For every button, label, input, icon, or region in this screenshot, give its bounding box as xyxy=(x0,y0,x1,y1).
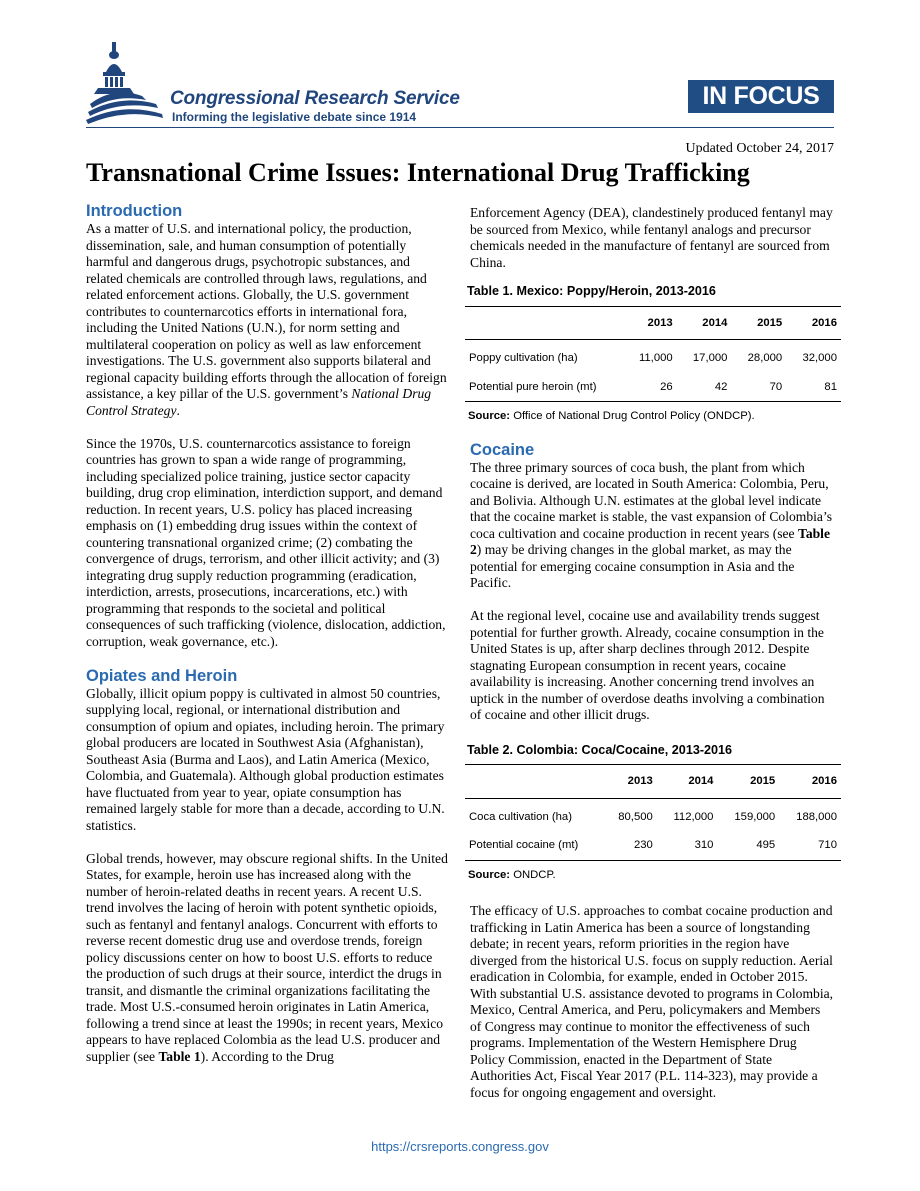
table-1-title: Table 1. Mexico: Poppy/Heroin, 2013-2016 xyxy=(467,284,716,298)
table-1-header-row xyxy=(465,306,841,340)
table-2-year: 2015 xyxy=(717,765,779,799)
table-2 xyxy=(467,742,837,884)
table-row xyxy=(465,373,841,402)
cocaine-paragraph-2: At the regional level, cocaine use and availability trends suggest potential for further growth. Already, cocaine consumption in the United States is up, after sharp declines through 2012. Despite stagnating European consumption in recent years, cocaine availability is increasing. Another concerning trend involves an uptick in the number of overdose deaths involving a combination of cocaine and other illicit drugs. xyxy=(470,608,825,722)
table-2-cell: 188,000 xyxy=(796,810,837,823)
footer-link[interactable]: https://crsreports.congress.gov xyxy=(371,1139,549,1154)
table-1-year: 2013 xyxy=(623,306,677,340)
table-2-cell: 80,500 xyxy=(618,810,653,823)
table-2-source-label: Source: xyxy=(468,868,511,881)
intro-paragraph-1 xyxy=(86,221,448,419)
table-2-cell: 495 xyxy=(717,831,779,860)
table-1-year: 2015 xyxy=(731,306,786,340)
table-1-source xyxy=(468,408,834,425)
section-heading-cocaine: Cocaine xyxy=(470,440,535,459)
table-1-cell: 28,000 xyxy=(747,352,783,364)
table-1-row-label: Potential pure heroin (mt) xyxy=(465,373,623,402)
intro-paragraph-2: Since the 1970s, U.S. counternarcotics assistance to foreign countries has grown to span a wide range of programming, including specialized police training, justice sector capacity building, drug crop elimination, interdiction support, and demand reduction. In recent years, U.S. policy has placed increasing emphasis on (1) embedding drug issues within the context of countering transnational organized crime; (2) combating the convergence of drugs, terrorism, and other illicit activity; and (3) integrating drug supply reduction programming (eradication, interdiction, arrests, prosecutions, incarcerations, etc.) with programming that responds to the societal and political consequences of such trafficking (violence, dislocation, addiction, corruption, weak governance, etc.). xyxy=(86,435,446,649)
updated-date: Updated October 24, 2017 xyxy=(685,141,834,156)
table-2-row-label: Potential cocaine (mt) xyxy=(465,831,603,860)
cocaine-p1-text: The three primary sources of coca bush, the plant from which cocaine is derived, are located in South America: Colombia, Peru, and Bolivia. Although U.N. estimates at the global level indicate that the cocaine market is stable, the vast expansion of Colombia’s coca cultivation and cocaine production in recent years (see xyxy=(470,459,833,541)
opiates-paragraph-2-continued: Enforcement Agency (DEA), clandestinely produced fentanyl may be sourced from Mexico, while fentanyl analogs and precursor chemicals needed in the manufacture of fentanyl are sourced from China. xyxy=(470,205,833,270)
organization-name: Congressional Research Service xyxy=(170,88,460,109)
opiates-p2-text: Global trends, however, may obscure regional shifts. In the United States, for example, heroin use has increased along with the number of heroin-related deaths in recent years. A recent U.S. trend involves the lacing of heroin with potent synthetic opioids, such as fentanyl and fentanyl analogs. Concurrent with efforts to reverse recent domestic drug use and overdose trends, foreign policy discussions center on how to boost U.S. efforts to reduce the production of such drugs at their source, interdict the drugs in transit, and dismantle the criminal organizations facilitating the trade. Most U.S.-consumed heroin originates in Latin America, following a trend since at least the 1990s; in recent years, Mexico appears to have replaced Colombia as the lead U.S. producer and supplier (see xyxy=(86,850,448,1064)
table-1-cell: 42 xyxy=(677,373,732,402)
section-heading-opiates: Opiates and Heroin xyxy=(86,666,238,685)
cocaine-paragraph-1 xyxy=(470,460,834,592)
table-1 xyxy=(467,283,837,425)
table-2-source xyxy=(468,867,834,884)
table-2-cell: 710 xyxy=(779,831,841,860)
table-1-cell: 81 xyxy=(786,373,841,402)
table-1-cell: 26 xyxy=(623,373,677,402)
table-2-row-label: Coca cultivation (ha) xyxy=(469,810,572,823)
left-column xyxy=(86,202,448,1065)
table-1-cell: 70 xyxy=(731,373,786,402)
table-2-cell: 310 xyxy=(657,831,718,860)
table-1-cell: 17,000 xyxy=(692,352,728,364)
in-focus-badge: IN FOCUS xyxy=(688,80,834,113)
table-2-reference: Table 2 xyxy=(470,525,830,557)
table-row xyxy=(465,798,841,831)
section-heading-introduction: Introduction xyxy=(86,202,183,220)
organization-tagline: Informing the legislative debate since 1914 xyxy=(172,110,417,124)
table-1-source-label: Source: xyxy=(468,410,511,422)
document-title: Transnational Crime Issues: International Drug Trafficking xyxy=(86,158,750,187)
table-1-grid xyxy=(465,306,841,403)
table-2-grid xyxy=(465,764,841,861)
capitol-dome-logo xyxy=(86,42,166,128)
table-1-year: 2016 xyxy=(786,306,841,340)
intro-p1-end: . xyxy=(176,402,180,418)
table-2-cell: 159,000 xyxy=(734,810,776,823)
right-column xyxy=(467,205,837,1101)
opiates-paragraph-1: Globally, illicit opium poppy is cultivated in almost 50 countries, supplying local, regional, or international distribution and consumption of opium and opiates, including heroin. The primary global producers are located in Southwest Asia (Afghanistan), Southeast Asia (Burma and Laos), and Latin America (Mexico, Colombia, and Guatemala). Although global production estimates have fluctuated from year to year, opiate consumption has remained largely stable for more than a decade, according to U.N. statistics. xyxy=(86,685,445,833)
table-2-year: 2013 xyxy=(603,765,657,799)
table-1-corner xyxy=(465,306,623,340)
strategy-title: National Drug Control Strategy xyxy=(86,386,432,418)
table-row xyxy=(465,340,841,373)
table-1-cell: 32,000 xyxy=(802,352,837,364)
table-1-cell: 11,000 xyxy=(638,352,673,364)
table-2-cell: 230 xyxy=(603,831,657,860)
header-divider xyxy=(86,127,834,128)
table-2-year: 2014 xyxy=(657,765,718,799)
table-1-source-text: Office of National Drug Control Policy (ONDCP). xyxy=(510,410,755,422)
cocaine-paragraph-3: The efficacy of U.S. approaches to combat cocaine production and trafficking in Latin America has been a source of longstanding debate; in recent years, reform priorities in the region have diverged from the historical U.S. focus on supply reduction. Aerial eradication in Colombia, for example, ended in October 2015. With substantial U.S. assistance devoted to programs in Colombia, Mexico, Central America, and Peru, policymakers and Members of Congress may continue to monitor the effectiveness of such programs. Implementation of the Western Hemisphere Drug Policy Commission, enacted in the Department of State Authorities Act, Fiscal Year 2017 (P.L. 114-323), may provide a focus for ongoing engagement and oversight. xyxy=(470,903,834,1100)
intro-p1-text: As a matter of U.S. and international policy, the production, dissemination, sale, and human consumption of potentially harmful and dangerous drugs, psychotropic substances, and related chemicals are controlled through laws, regulations, and related enforcement actions. Globally, the U.S. government contributes to counternarcotics efforts in international fora, including the United Nations (U.N.), for norm setting and multilateral cooperation on policy as well as law enforcement investigations. The U.S. government also supports bilateral and regional capacity building efforts through the allocation of foreign assistance, a key pillar of the U.S. government’s xyxy=(86,221,447,401)
opiates-paragraph-2-start xyxy=(86,851,448,1066)
opiates-p2-continuation-left: ). According to the Drug xyxy=(200,1048,334,1064)
table-1-year: 2014 xyxy=(677,306,732,340)
table-1-row-label: Poppy cultivation (ha) xyxy=(469,352,578,364)
table-2-header-row xyxy=(465,765,841,799)
table-row xyxy=(465,831,841,860)
cocaine-p1-end: ) may be driving changes in the global market, as may the potential for emerging cocaine consumption in Asia and the Pacific. xyxy=(470,542,795,590)
table-2-year: 2016 xyxy=(779,765,841,799)
table-2-cell: 112,000 xyxy=(673,810,714,823)
table-1-reference: Table 1 xyxy=(158,1048,201,1064)
table-2-source-text: ONDCP. xyxy=(510,868,556,881)
table-2-corner xyxy=(465,765,603,799)
table-2-title: Table 2. Colombia: Coca/Cocaine, 2013-2016 xyxy=(467,742,733,757)
